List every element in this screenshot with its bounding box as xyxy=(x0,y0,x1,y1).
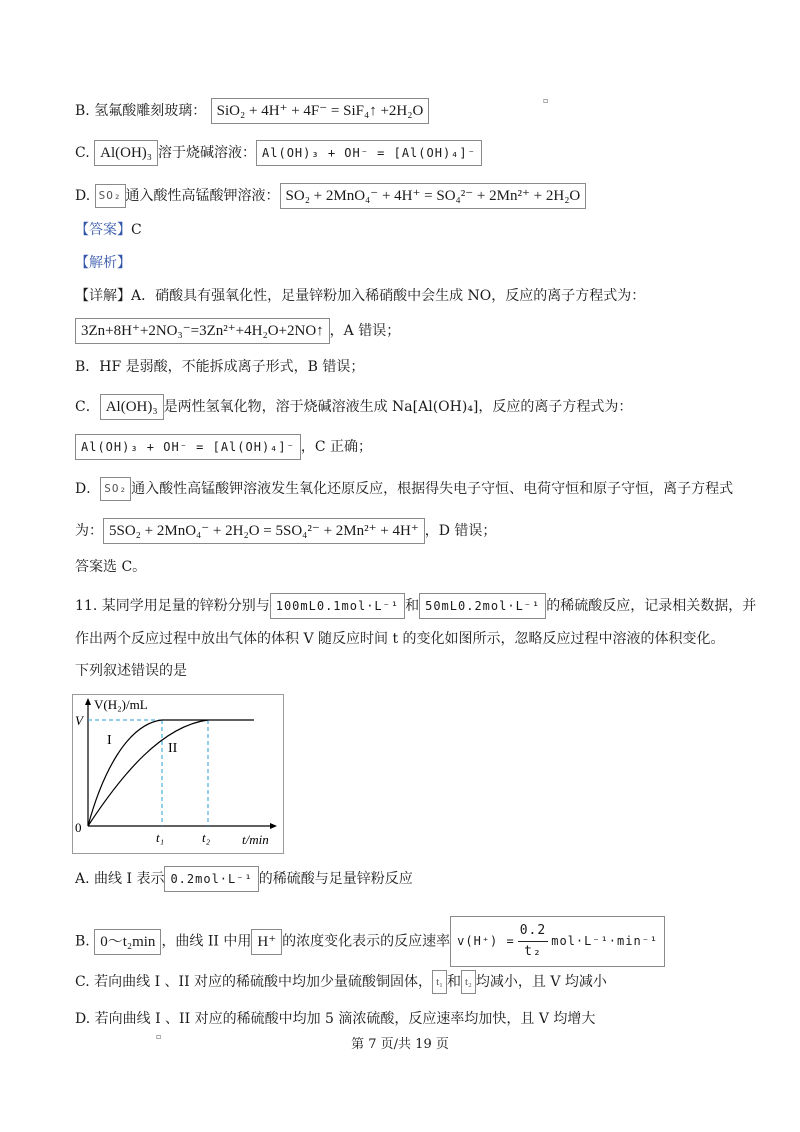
choice-c xyxy=(75,970,607,994)
choice-b-ion-box: H⁺ xyxy=(251,929,282,955)
rate-denominator: t₂ xyxy=(524,944,542,959)
choice-c-text: C. 若向曲线 I 、II 对应的稀硫酸中均加少量硫酸铜固体， xyxy=(75,974,433,990)
choice-b-label: B. xyxy=(75,933,90,950)
detail-b-line: B．HF 是弱酸，不能拆成离子形式，B 错误； xyxy=(75,359,365,375)
detail-c-label: C． xyxy=(75,399,100,415)
detail-d-formula: SO₂ xyxy=(100,477,131,501)
q11-text-c: 的稀硫酸反应，记录相关数据，并 xyxy=(546,598,757,614)
choice-c-tail: 均减小，且 V 均减小 xyxy=(475,974,607,990)
q11-line-2: 作出两个反应过程中放出气体的体积 V 随反应时间 t 的变化如图所示，忽略反应过程中溶液的体积变化。 xyxy=(75,631,725,647)
q11-line-3: 下列叙述错误的是 xyxy=(75,663,187,679)
rate-lhs: v(H⁺) = xyxy=(457,934,515,948)
option-c-equation: Al(OH)₃ + OH⁻ = [Al(OH)₄]⁻ xyxy=(256,140,482,166)
option-b-top xyxy=(75,98,429,124)
q11-solution-2: 50mL0.2mol·L⁻¹ xyxy=(419,593,546,619)
option-d-formula: SO₂ xyxy=(95,184,126,208)
choice-b-text: ，曲线 II 中用 xyxy=(161,933,252,950)
option-c-label: C. xyxy=(75,145,90,161)
option-c-text: 溶于烧碱溶液： xyxy=(158,145,257,161)
detail-d-prefix: 为： xyxy=(75,523,103,539)
t2-label: t₂ xyxy=(202,830,211,845)
choice-b-time-box: 0～t₂min xyxy=(94,929,161,955)
choice-b xyxy=(75,916,665,967)
origin-label: 0 xyxy=(75,820,82,835)
choice-b-rate-box xyxy=(450,916,665,967)
option-b-equation: SiO₂ + 4H⁺ + 4F⁻ = SiF₄↑ +2H₂O xyxy=(211,98,430,124)
choice-c-and: 和 xyxy=(446,974,461,990)
option-b-label: B. 氢氟酸雕刻玻璃： xyxy=(75,103,207,119)
detail-c-tail: ，C 正确； xyxy=(300,439,373,455)
detail-conclusion: 答案选 C。 xyxy=(75,559,147,575)
choice-c-t2-box: t₂ xyxy=(461,970,476,994)
detail-a-line: 【详解】A．硝酸具有强氧化性，足量锌粉加入稀硝酸中会生成 NO，反应的离子方程式为： xyxy=(75,288,646,304)
curve-2-label: II xyxy=(168,741,178,756)
curve-1-label: I xyxy=(107,733,112,748)
choice-c-t1-box: t₁ xyxy=(432,970,447,994)
detail-c-equation: Al(OH)₃ + OH⁻ = [Al(OH)₄]⁻ xyxy=(75,434,301,460)
volume-time-graph xyxy=(72,694,284,854)
detail-d-equation: 5SO₂ + 2MnO₄⁻ + 2H₂O = 5SO₄²⁻ + 2Mn²⁺ + 4H⁺ xyxy=(103,518,425,544)
detail-c-equation-line xyxy=(75,434,372,460)
option-c-top xyxy=(75,140,482,166)
q11-solution-1: 100mL0.1mol·L⁻¹ xyxy=(270,593,405,619)
detail-d-text: 通入酸性高锰酸钾溶液发生氧化还原反应，根据得失电子守恒、电荷守恒和原子守恒，离子方程式 xyxy=(131,481,734,497)
answer-value: C xyxy=(131,222,142,238)
v-label: V xyxy=(75,713,83,728)
detail-a-tail: ，A 错误； xyxy=(329,323,401,339)
detail-a-equation-line xyxy=(75,318,400,344)
choice-d: D. 若向曲线 I 、II 对应的稀硫酸中均加 5 滴浓硫酸，反应速率均加快，且 V 均增大 xyxy=(75,1011,596,1027)
analysis-line xyxy=(75,252,131,274)
analysis-tag: 【解析】 xyxy=(75,255,131,271)
detail-d-label: D． xyxy=(75,481,101,497)
answer-line xyxy=(75,219,142,241)
rate-numerator: 0.2 xyxy=(518,921,548,942)
detail-c-text: 是两性氢氧化物，溶于烧碱溶液生成 Na[Al(OH)₄]，反应的离子方程式为： xyxy=(163,399,633,415)
marker-dot-bottom: ▫ xyxy=(156,1032,162,1041)
choice-b-text-2: 的浓度变化表示的反应速率 xyxy=(282,933,451,950)
q11-text-b: 和 xyxy=(405,598,420,614)
choice-a-tail: 的稀硫酸与足量锌粉反应 xyxy=(258,871,413,887)
detail-c-formula: Al(OH)₃ xyxy=(100,394,164,420)
answer-tag: 【答案】 xyxy=(75,222,131,238)
marker-dot: ▫ xyxy=(543,96,549,105)
rate-unit: mol·L⁻¹·min⁻¹ xyxy=(551,934,659,948)
choice-a-box: 0.2mol·L⁻¹ xyxy=(164,866,258,892)
detail-d-tail: ，D 错误； xyxy=(424,523,497,539)
detail-d-equation-line xyxy=(75,518,496,544)
choice-a xyxy=(75,866,413,892)
t1-label: t₁ xyxy=(156,830,165,845)
x-axis-label: t/min xyxy=(242,832,269,847)
option-d-label: D. xyxy=(75,188,91,204)
rate-fraction xyxy=(518,921,548,962)
option-d-text: 通入酸性高锰酸钾溶液： xyxy=(125,188,280,204)
detail-d-line xyxy=(75,477,733,501)
option-d-equation: SO₂ + 2MnO₄⁻ + 4H⁺ = SO₄²⁻ + 2Mn²⁺ + 2H₂O xyxy=(280,183,587,209)
q11-text-a: 11. 某同学用足量的锌粉分别与 xyxy=(75,598,270,614)
page-footer: 第 7 页/共 19 页 xyxy=(351,1037,449,1052)
detail-a-equation: 3Zn+8H⁺+2NO₃⁻=3Zn²⁺+4H₂O+2NO↑ xyxy=(75,318,330,344)
q11-line-1 xyxy=(75,593,756,619)
y-axis-label: V(H₂)/mL xyxy=(94,697,148,712)
detail-c-line xyxy=(75,394,632,420)
option-d-top xyxy=(75,183,586,209)
graph-frame xyxy=(73,695,284,854)
option-c-formula: Al(OH)₃ xyxy=(94,140,158,166)
choice-a-text: A. 曲线 I 表示 xyxy=(75,871,165,887)
